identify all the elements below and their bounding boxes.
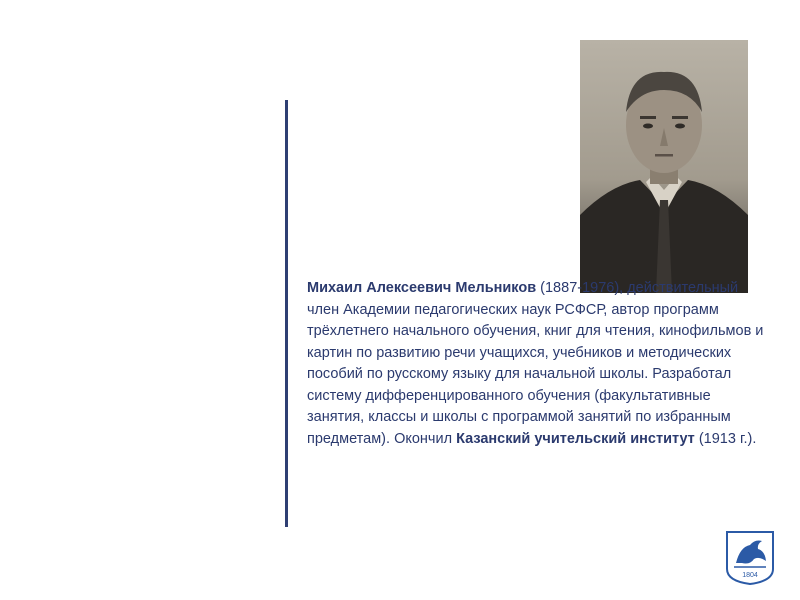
graduation-year: (1913 г.). bbox=[694, 430, 757, 447]
university-logo bbox=[724, 529, 776, 586]
bio-body: (1887-1976), действительный член Академии педагогических наук РСФСР, автор программ трёхлетнего начального обучения, книг для чтения, кинофильмов и картин по развитию речи учащихся, учебников и методических пособий по русскому языку для начальной школы. Разработал систему дифференцированного обучения (факультативные занятия, классы и школы с программой занятий по избранным предметам). Окончил bbox=[307, 280, 764, 447]
person-name: Михаил Алексеевич Мельников bbox=[307, 280, 537, 296]
biography-text bbox=[307, 278, 769, 450]
institute-name: Казанский учительский институт bbox=[456, 430, 695, 447]
portrait-photo bbox=[580, 40, 748, 293]
logo-year: 1804 bbox=[742, 572, 758, 579]
vertical-divider bbox=[285, 100, 288, 527]
